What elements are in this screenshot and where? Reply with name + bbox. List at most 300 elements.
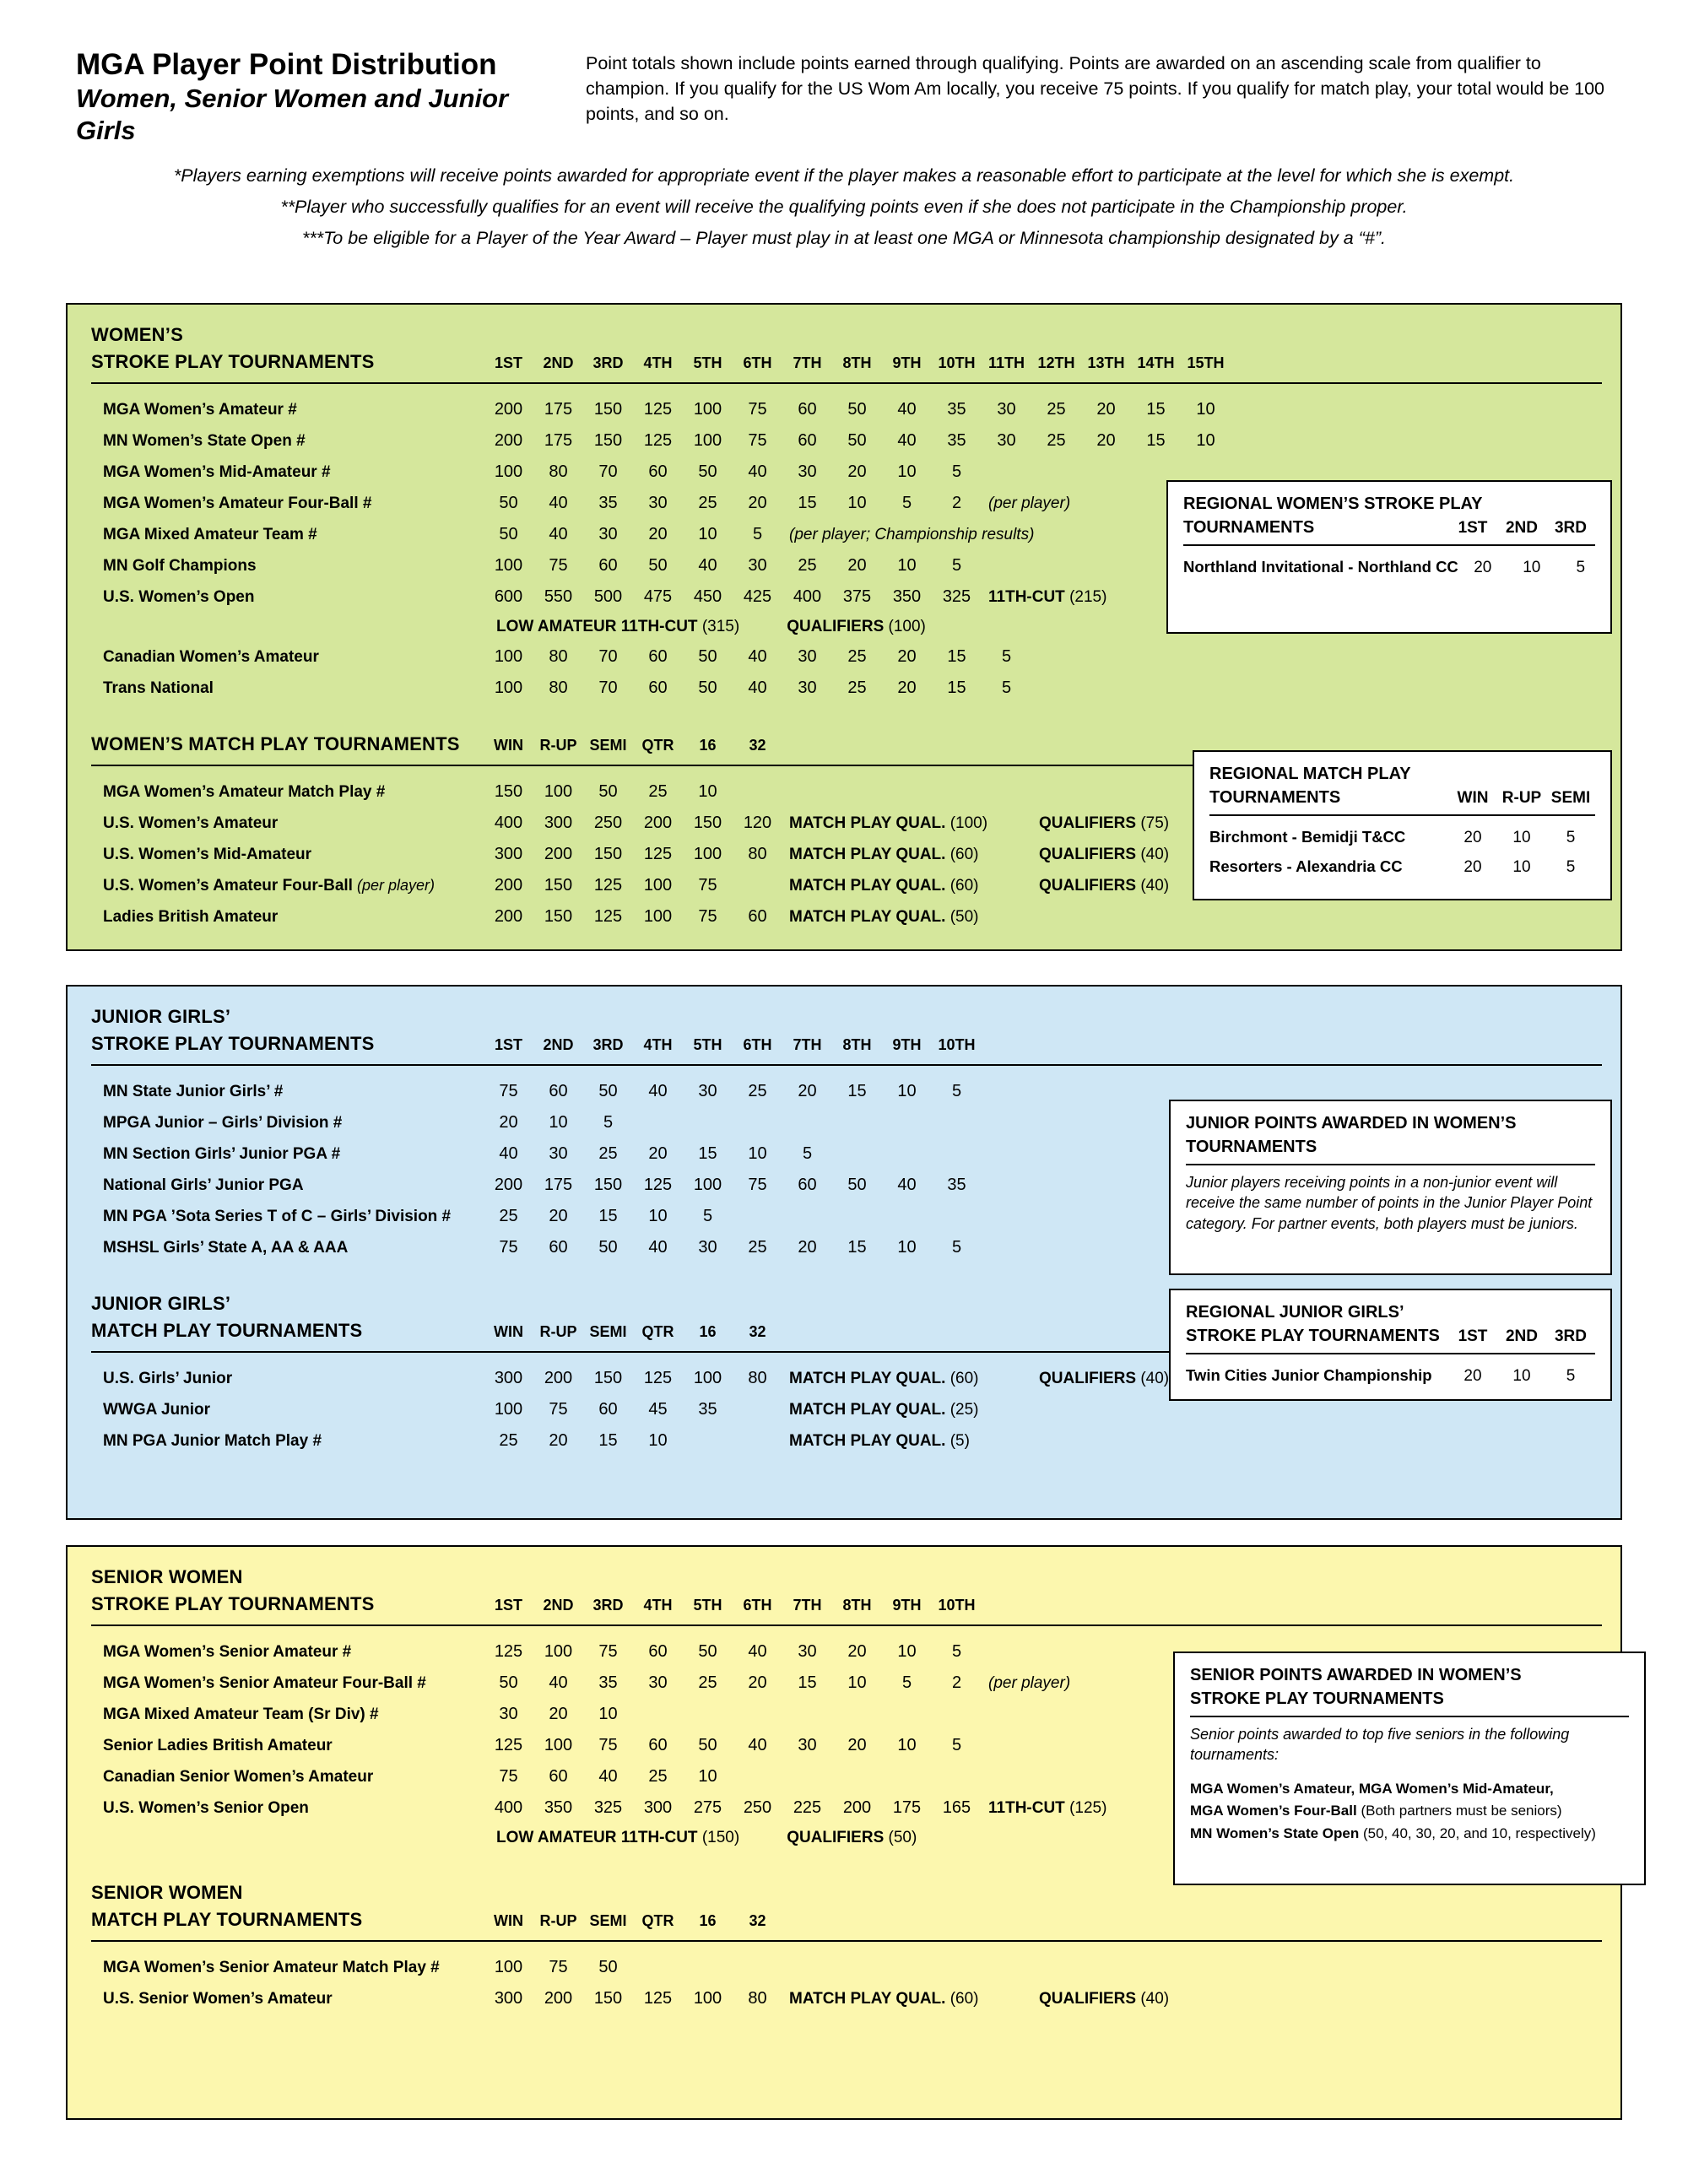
tournament-name: MGA Mixed Amateur Team (Sr Div) # (103, 1706, 379, 1723)
column-header: R-UP (539, 737, 577, 754)
points-cell: 300 (494, 1369, 523, 1387)
points-cell: 80 (549, 647, 568, 666)
points-cell: 60 (648, 678, 668, 697)
tournament-name: WWGA Junior (103, 1401, 210, 1419)
points-cell: 50 (598, 1238, 618, 1257)
note-text: (60) (950, 877, 979, 895)
row-note (988, 1668, 1201, 1699)
points-cell: 60 (648, 1642, 668, 1661)
points-cell: 15 (947, 678, 966, 697)
points-cell: 10 (1196, 431, 1215, 450)
points-cell: 100 (693, 1176, 722, 1194)
points-cell: 40 (549, 494, 568, 512)
column-header: 2ND (1505, 519, 1538, 537)
column-header: 4TH (643, 354, 673, 371)
points-cell: 5 (901, 494, 912, 512)
points-cell: 35 (947, 431, 966, 450)
points-cell: 50 (499, 494, 518, 512)
points-cell: 20 (1474, 559, 1492, 576)
points-cell: 175 (544, 1176, 573, 1194)
column-header: SEMI (1550, 789, 1591, 807)
points-cell: 25 (1047, 431, 1066, 450)
points-cell: 50 (847, 431, 867, 450)
points-cell: 75 (748, 1176, 767, 1194)
column-header: 9TH (892, 1036, 922, 1053)
points-cell: 60 (598, 556, 618, 575)
points-cell: 350 (892, 587, 922, 606)
points-cell: 10 (897, 1082, 917, 1100)
points-cell: 20 (897, 678, 917, 697)
points-cell: 15 (698, 1144, 717, 1163)
column-header: R-UP (539, 1912, 577, 1929)
points-cell: 5 (1566, 829, 1576, 846)
points-cell: 300 (544, 814, 573, 832)
tournament-name: MGA Mixed Amateur Team # (103, 526, 317, 543)
points-cell: 45 (648, 1400, 668, 1419)
tournament-name: Resorters - Alexandria CC (1209, 857, 1403, 875)
points-cell: 10 (1512, 829, 1531, 846)
points-cell: 30 (798, 678, 817, 697)
column-header: 7TH (793, 354, 822, 371)
points-cell: 40 (499, 1144, 518, 1163)
points-cell: 175 (544, 400, 573, 419)
points-cell: 225 (793, 1798, 822, 1817)
tournament-name: U.S. Women’s Open (103, 588, 255, 606)
tournament-name: MSHSL Girls’ State A, AA & AAA (103, 1239, 349, 1257)
note-text: (per player; Championship results) (789, 526, 1035, 543)
points-cell: 5 (951, 1642, 962, 1661)
points-cell: 80 (748, 1989, 767, 2008)
points-cell: 40 (897, 431, 917, 450)
points-cell: 30 (798, 462, 817, 481)
tournament-name: MGA Women’s Amateur Match Play # (103, 783, 386, 801)
points-cell: 200 (842, 1798, 872, 1817)
points-cell: 25 (648, 782, 668, 801)
header-rule (1190, 1716, 1629, 1717)
points-cell: 25 (1047, 400, 1066, 419)
points-cell: 100 (693, 845, 722, 863)
points-cell: 200 (494, 1176, 523, 1194)
tournament-name: MN PGA ’Sota Series T of C – Girls’ Division # (103, 1208, 452, 1225)
points-cell: 20 (897, 647, 917, 666)
note-text: (125) (1069, 1799, 1107, 1817)
points-cell: 75 (499, 1082, 518, 1100)
tournament-name: Trans National (103, 679, 214, 697)
note-text: MN Women’s State Open (1190, 1825, 1363, 1841)
points-cell: 325 (942, 587, 971, 606)
points-cell: 30 (798, 1642, 817, 1661)
points-cell: 10 (1196, 400, 1215, 419)
column-header: 10TH (938, 354, 976, 371)
column-header: 7TH (793, 1036, 822, 1053)
points-cell: 200 (494, 876, 523, 895)
inset-box-title: TOURNAMENTS (1183, 518, 1315, 537)
row-note (789, 840, 1002, 870)
tournament-name: National Girls’ Junior PGA (103, 1176, 304, 1194)
points-cell: 125 (643, 1176, 673, 1194)
tournament-name: U.S. Women’s Mid-Amateur (103, 846, 312, 863)
points-cell: 60 (748, 907, 767, 926)
points-cell: 60 (798, 431, 817, 450)
points-cell: 35 (598, 1673, 618, 1692)
points-cell: 60 (648, 462, 668, 481)
points-cell: 450 (693, 587, 722, 606)
column-header: WIN (494, 1912, 523, 1929)
points-cell: 50 (648, 556, 668, 575)
row-note (1039, 1364, 1169, 1394)
column-header: 32 (749, 1323, 766, 1340)
points-cell: 75 (598, 1736, 618, 1754)
note-text: QUALIFIERS (1039, 1990, 1141, 2008)
points-cell: 5 (802, 1144, 813, 1163)
tournament-name: MGA Women’s Mid-Amateur # (103, 463, 331, 481)
tournament-name-note: (per player) (352, 877, 435, 894)
points-cell: 60 (549, 1767, 568, 1786)
points-cell: 400 (494, 814, 523, 832)
sub-note (787, 1824, 917, 1852)
points-cell: 15 (798, 1673, 817, 1692)
points-cell: 75 (698, 876, 717, 895)
footnote-qualifying: **Player who successfully qualifies for an event will receive the qualifying points even if she does not participate in the Championship proper. (280, 197, 1408, 217)
points-cell: 50 (698, 1736, 717, 1754)
tournament-row (91, 1952, 1602, 1983)
column-header: SEMI (589, 737, 627, 754)
points-cell: 100 (494, 678, 523, 697)
points-cell: 100 (643, 907, 673, 926)
points-cell: 5 (702, 1207, 713, 1225)
points-cell: 60 (798, 400, 817, 419)
inset-box (1169, 1100, 1612, 1275)
points-cell: 15 (798, 494, 817, 512)
points-cell: 40 (748, 678, 767, 697)
header-rule (1183, 544, 1595, 546)
points-cell: 30 (997, 431, 1016, 450)
section-senior (66, 1545, 1622, 2120)
column-header: 16 (699, 1323, 717, 1340)
points-cell: 100 (494, 556, 523, 575)
points-cell: 125 (494, 1642, 523, 1661)
note-text: (60) (950, 1370, 979, 1387)
points-cell: 30 (798, 647, 817, 666)
tournament-name: Northland Invitational - Northland CC (1183, 558, 1458, 576)
document-header (0, 0, 1688, 147)
points-cell: 25 (847, 678, 867, 697)
points-cell: 100 (544, 1642, 573, 1661)
points-cell: 10 (897, 1642, 917, 1661)
points-cell: 40 (598, 1767, 618, 1786)
points-cell: 35 (947, 400, 966, 419)
points-cell: 70 (598, 462, 618, 481)
points-cell: 10 (897, 462, 917, 481)
inset-box (1166, 480, 1612, 634)
tournament-row (91, 901, 1602, 933)
points-cell: 25 (598, 1144, 618, 1163)
note-text: (50) (888, 1829, 917, 1846)
points-cell: 5 (603, 1113, 614, 1132)
table-header-row (91, 1906, 1602, 1933)
table-title: WOMEN’S (91, 324, 183, 345)
points-cell: 125 (643, 1369, 673, 1387)
column-header: 1ST (1458, 1327, 1488, 1345)
points-cell: 75 (549, 556, 568, 575)
inset-box-line (1190, 1824, 1629, 1845)
row-note (789, 1395, 1002, 1425)
tournament-name: U.S. Women’s Amateur Four-Ball (per player) (103, 877, 435, 895)
sub-note (496, 1824, 739, 1852)
points-cell: 25 (798, 556, 817, 575)
inset-box-title: REGIONAL JUNIOR GIRLS’ (1186, 1303, 1404, 1322)
table-title: MATCH PLAY TOURNAMENTS (91, 1909, 363, 1930)
points-cell: 30 (997, 400, 1016, 419)
points-cell: 50 (698, 1642, 717, 1661)
points-cell: 30 (499, 1705, 518, 1723)
points-cell: 30 (648, 1673, 668, 1692)
tournament-name: MN PGA Junior Match Play # (103, 1432, 322, 1450)
inset-box-text: Senior points awarded to top five seniors in the following tournaments: (1190, 1726, 1570, 1764)
tournament-name: Senior Ladies British Amateur (103, 1737, 333, 1754)
header-rule (1209, 814, 1595, 816)
tournament-name: MGA Women’s Amateur Four-Ball # (103, 495, 372, 512)
page-title: MGA Player Point Distribution (76, 48, 497, 81)
points-cell: 5 (951, 1238, 962, 1257)
points-cell: 10 (1512, 1367, 1531, 1385)
points-cell: 325 (593, 1798, 623, 1817)
note-text: LOW AMATEUR 11TH-CUT (496, 1829, 702, 1846)
column-header: 2ND (1505, 1327, 1538, 1345)
tournament-name: Birchmont - Bemidji T&CC (1209, 828, 1406, 846)
column-header: R-UP (539, 1323, 577, 1340)
points-cell: 2 (951, 494, 962, 512)
column-header: 16 (699, 1912, 717, 1929)
points-cell: 75 (598, 1642, 618, 1661)
column-header: 1ST (494, 1036, 522, 1053)
tournament-name: U.S. Women’s Amateur (103, 814, 279, 832)
row-note (789, 808, 1002, 839)
note-text: (50, 40, 30, 20, and 10, respectively) (1362, 1825, 1596, 1841)
note-text: MGA Women’s Four-Ball (1190, 1803, 1361, 1819)
note-text: QUALIFIERS (1039, 846, 1141, 863)
points-cell: 200 (544, 1989, 573, 2008)
column-header: 2ND (543, 354, 574, 371)
tournament-row (91, 1983, 1602, 2014)
column-header: 3RD (1554, 1327, 1587, 1345)
points-cell: 60 (598, 1400, 618, 1419)
note-text: (40) (1140, 846, 1170, 863)
column-header: QTR (641, 1323, 674, 1340)
points-cell: 10 (698, 525, 717, 543)
column-header: 3RD (1554, 519, 1587, 537)
column-header: 14TH (1137, 354, 1175, 371)
sub-note (787, 613, 926, 641)
note-text: (40) (1140, 877, 1170, 895)
points-cell: 20 (1096, 431, 1116, 450)
points-cell: 75 (499, 1238, 518, 1257)
points-cell: 5 (951, 1082, 962, 1100)
points-cell: 30 (698, 1082, 717, 1100)
points-cell: 475 (643, 587, 673, 606)
points-cell: 40 (549, 525, 568, 543)
points-cell: 300 (494, 1989, 523, 2008)
inset-box-line (1190, 1779, 1629, 1800)
note-text: QUALIFIERS (787, 618, 889, 635)
note-text: (75) (1140, 814, 1170, 832)
section-women (66, 303, 1622, 951)
points-cell: 20 (648, 525, 668, 543)
points-cell: 35 (598, 494, 618, 512)
column-header: 1ST (494, 354, 522, 371)
points-cell: 375 (842, 587, 872, 606)
points-cell: 15 (598, 1431, 618, 1450)
column-header: 3RD (592, 354, 624, 371)
tournament-name: MN Women’s State Open # (103, 432, 306, 450)
points-cell: 425 (743, 587, 772, 606)
points-cell: 125 (494, 1736, 523, 1754)
points-cell: 25 (499, 1207, 518, 1225)
points-cell: 25 (847, 647, 867, 666)
points-cell: 175 (544, 431, 573, 450)
table-title: JUNIOR GIRLS’ (91, 1293, 231, 1314)
points-cell: 75 (499, 1767, 518, 1786)
note-text: MATCH PLAY QUAL. (789, 814, 950, 832)
column-header: 5TH (693, 1036, 722, 1053)
points-cell: 20 (847, 1642, 867, 1661)
title-block (76, 47, 549, 147)
points-cell: 10 (549, 1113, 568, 1132)
points-cell: 10 (698, 782, 717, 801)
column-header: 32 (749, 1912, 766, 1929)
table-title: WOMEN’S MATCH PLAY TOURNAMENTS (91, 733, 460, 754)
points-cell: 80 (748, 1369, 767, 1387)
points-cell: 100 (693, 1369, 722, 1387)
points-cell: 200 (494, 907, 523, 926)
inset-box (1173, 1652, 1646, 1885)
tournament-name: Twin Cities Junior Championship (1186, 1366, 1432, 1384)
note-text: (40) (1140, 1990, 1170, 2008)
points-cell: 100 (693, 1989, 722, 2008)
points-cell: 35 (947, 1176, 966, 1194)
points-cell: 25 (698, 1673, 717, 1692)
points-cell: 25 (748, 1082, 767, 1100)
column-header: 7TH (793, 1597, 822, 1614)
points-cell: 40 (897, 1176, 917, 1194)
points-cell: 125 (643, 400, 673, 419)
note-text: MATCH PLAY QUAL. (789, 1401, 950, 1419)
header-rule (91, 1064, 1602, 1066)
points-cell: 25 (499, 1431, 518, 1450)
points-cell: 75 (549, 1400, 568, 1419)
note-text: QUALIFIERS (1039, 1370, 1141, 1387)
points-cell: 150 (693, 814, 722, 832)
points-cell: 150 (494, 782, 523, 801)
column-header: 6TH (743, 354, 772, 371)
points-cell: 400 (494, 1798, 523, 1817)
points-cell: 125 (593, 907, 623, 926)
column-header: 2ND (543, 1597, 574, 1614)
footnote-exemptions: *Players earning exemptions will receive points awarded for appropriate event if the player makes a reasonable effort to participate at the level for which she is exempt. (173, 165, 1515, 186)
tournament-name: Canadian Women’s Amateur (103, 648, 319, 666)
points-cell: 100 (494, 462, 523, 481)
points-cell: 50 (499, 1673, 518, 1692)
points-cell: 200 (494, 400, 523, 419)
row-note (1039, 1984, 1169, 2014)
points-cell: 5 (1566, 1367, 1576, 1385)
tournament-name: U.S. Women’s Senior Open (103, 1799, 309, 1817)
note-text: LOW AMATEUR 11TH-CUT (496, 618, 702, 635)
points-cell: 10 (648, 1207, 668, 1225)
inset-box-title: STROKE PLAY TOURNAMENTS (1186, 1327, 1440, 1345)
inset-box-title: TOURNAMENTS (1186, 1138, 1317, 1156)
header-rule (91, 1624, 1602, 1626)
column-header: 15TH (1187, 354, 1225, 371)
points-cell: 150 (544, 907, 573, 926)
tournament-row (91, 394, 1602, 425)
column-header: SEMI (589, 1912, 627, 1929)
column-header: 13TH (1087, 354, 1125, 371)
points-cell: 25 (648, 1767, 668, 1786)
points-cell: 100 (693, 400, 722, 419)
tournament-row (91, 641, 1602, 673)
points-cell: 15 (1146, 431, 1166, 450)
points-cell: 80 (549, 462, 568, 481)
tournament-name: MGA Women’s Amateur # (103, 401, 297, 419)
points-cell: 10 (1512, 858, 1531, 876)
inset-header-row (1186, 1324, 1595, 1348)
points-cell: 50 (499, 525, 518, 543)
inset-box-text: Junior players receiving points in a non-junior event will receive the same number of points in the Junior Player Point category. For partner events, both players must be juniors. (1186, 1174, 1593, 1232)
points-cell: 200 (544, 845, 573, 863)
points-cell: 50 (598, 1958, 618, 1976)
note-text: (60) (950, 846, 979, 863)
tournament-name: MGA Women’s Senior Amateur Match Play # (103, 1959, 440, 1976)
points-cell: 5 (1001, 647, 1012, 666)
note-text: (40) (1140, 1370, 1170, 1387)
points-cell: 5 (752, 525, 763, 543)
note-text: (150) (701, 1829, 740, 1846)
note-text: MATCH PLAY QUAL. (789, 908, 950, 926)
points-cell: 5 (951, 1736, 962, 1754)
points-cell: 175 (892, 1798, 922, 1817)
row-note (789, 871, 1002, 901)
points-cell: 20 (847, 556, 867, 575)
points-cell: 25 (748, 1238, 767, 1257)
points-cell: 60 (798, 1176, 817, 1194)
points-cell: 20 (1463, 858, 1482, 876)
points-cell: 15 (847, 1238, 867, 1257)
column-header: QTR (641, 737, 674, 754)
points-cell: 150 (593, 1989, 623, 2008)
points-cell: 60 (549, 1082, 568, 1100)
header-rule (91, 382, 1602, 384)
tournament-row (91, 425, 1602, 457)
points-cell: 50 (698, 647, 717, 666)
note-text: 11TH-CUT (988, 588, 1070, 606)
tournament-name: MGA Women’s Senior Amateur # (103, 1643, 352, 1661)
points-cell: 275 (693, 1798, 722, 1817)
points-cell: 20 (549, 1705, 568, 1723)
points-cell: 30 (748, 556, 767, 575)
tournament-name: MN Golf Champions (103, 557, 257, 575)
points-cell: 40 (549, 1673, 568, 1692)
points-cell: 30 (648, 494, 668, 512)
points-cell: 40 (748, 462, 767, 481)
points-cell: 125 (643, 431, 673, 450)
points-cell: 40 (648, 1082, 668, 1100)
points-cell: 300 (494, 845, 523, 863)
note-text: (100) (950, 814, 988, 832)
points-cell: 15 (598, 1207, 618, 1225)
note-text: 11TH-CUT (988, 1799, 1070, 1817)
points-cell: 150 (593, 431, 623, 450)
